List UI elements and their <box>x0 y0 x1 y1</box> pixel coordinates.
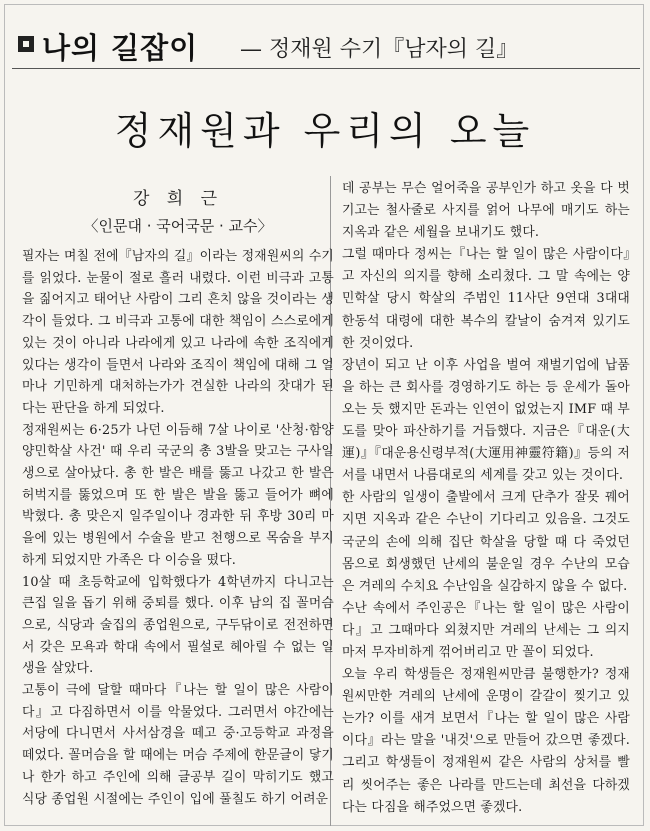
author-name: 강 희 근 <box>132 189 224 209</box>
article-headline: 정재원과 우리의 오늘 <box>114 109 536 153</box>
article-body-right-column: 데 공부는 무슨 얼어죽을 공부인가 하고 옷을 다 벗기고는 철사줄로 사지를 얽어 나무에 매기도 하는 지옥과 같은 세월을 보내기도 했다. 그럴 때마다 정씨는『나는 할 일이 많은 사람이다』고 자신의 의지를 향해 소리쳤다. 그 말 속에는 양민학살 당시 학살의 주범인 11사단 9연대 3대대 한동석 대령에 대한 복수의 칼날이 숨겨져 있기도 한 것이었다. 장년이 되고 난 이후 사업을 벌여 재벌기업에 납품을 하는 큰 회사를 경영하기도 하는 등 운세가 돌아오는 듯 했지만 돈과는 인연이 없었는지 IMF 때 부도를 맞아 파산하기를 거듭했다. 지금은『대운(大運)』『대운용신령부적(大運用神靈符籍)』등의 저서를 내면서 나름대로의 세계를 갖고 있는 것이다. 한 사람의 일생이 출발에서 크게 단추가 잘못 꿰어지면 지옥과 같은 수난이 기다리고 있음을. 그것도 국군의 손에 의해 집단 학살을 당할 때 다 죽었던 몸으로 회생했던 난세의 불운일 경우 수난의 모습은 겨레의 수치요 수난임을 실감하지 않을 수 없다. 수난 속에서 주인공은『나는 할 일이 많은 사람이다』고 그때마다 외쳤지만 겨레의 난세는 그 의지마저 무자비하게 꺾어버리고 만 꼴이 되었다. 오늘 우리 학생들은 정재원씨만큼 불행한가? 정재원씨만한 겨레의 난세에 운명이 갈갈이 찢기고 있는가? 이를 새겨 보면서『나는 할 일이 많은 사람이다』라는 말을 '내것'으로 만들어 갔으면 좋겠다. 그리고 학생들이 정재원씨 같은 사람의 상처를 빨리 씻어주는 좋은 나라를 만드는데 최선을 다하겠다는 다짐을 해주었으면 좋겠다. <box>342 181 630 815</box>
series-subtitle: — 정재원 수기『남자의 길』 <box>240 37 519 62</box>
square-bullet-icon <box>18 36 34 52</box>
series-header <box>12 8 640 69</box>
article-body-left-column: 필자는 며칠 전에『남자의 길』이라는 정재원씨의 수기를 읽었다. 눈물이 절로 흘러 내렸다. 이런 비극과 고통을 짊어지고 태어난 사람이 그리 흔치 않을 것이라는 생각이 들었다. 그 비극과 고통에 대한 책임이 스스로에게 있는 것이 아니라 나라에게 있고 나라에 속한 조직에게 있다는 생각이 들면서 나라와 조직이 책임에 대해 그 얼마나 기민하게 대처하는가가 견실한 나라의 잣대가 된다는 판단을 하게 되었다. 정재원씨는 6·25가 나던 이듬해 7살 나이로 '산청·함양 양민학살 사건' 때 우리 국군의 총 3발을 맞고는 구사일생으로 살아났다. 총 한 발은 배를 뚫고 나갔고 한 발은 허벅지를 뚫었으며 또 한 발은 발을 뚫고 들어가 뼈에 박혔다. 총 맞은지 일주일이나 경과한 뒤 후방 30리 마을에 있는 병원에서 수술을 받고 천행으로 목숨을 부지하게 되었지만 가족은 다 이승을 떴다. 10살 때 초등학교에 입학했다가 4학년까지 다니고는 큰집 일을 돕기 위해 중퇴를 했다. 이후 남의 집 꼴머슴으로, 식당과 술집의 종업원으로, 구두닦이로 전전하면서 갖은 모욕과 학대 속에서 필설로 헤아릴 수 없는 일생을 살았다. 고통이 극에 달할 때마다『나는 할 일이 많은 사람이다』고 다짐하면서 이를 악물었다. 그러면서 야간에는 서당에 다니면서 사서삼경을 떼고 중·고등학교 과정을 떼었다. 꼴머슴을 할 때에는 머슴 주제에 한문글이 닿기나 한가 하고 주인에 의해 글공부 길이 막히기도 했고 식당 종업원 시절에는 주인이 입에 풀칠도 하기 어려운 <box>22 249 334 807</box>
series-title: 나의 길잡이 <box>42 31 199 65</box>
byline <box>20 184 336 236</box>
author-affiliation: 〈인문대 · 국어국문 · 교수〉 <box>83 217 273 235</box>
